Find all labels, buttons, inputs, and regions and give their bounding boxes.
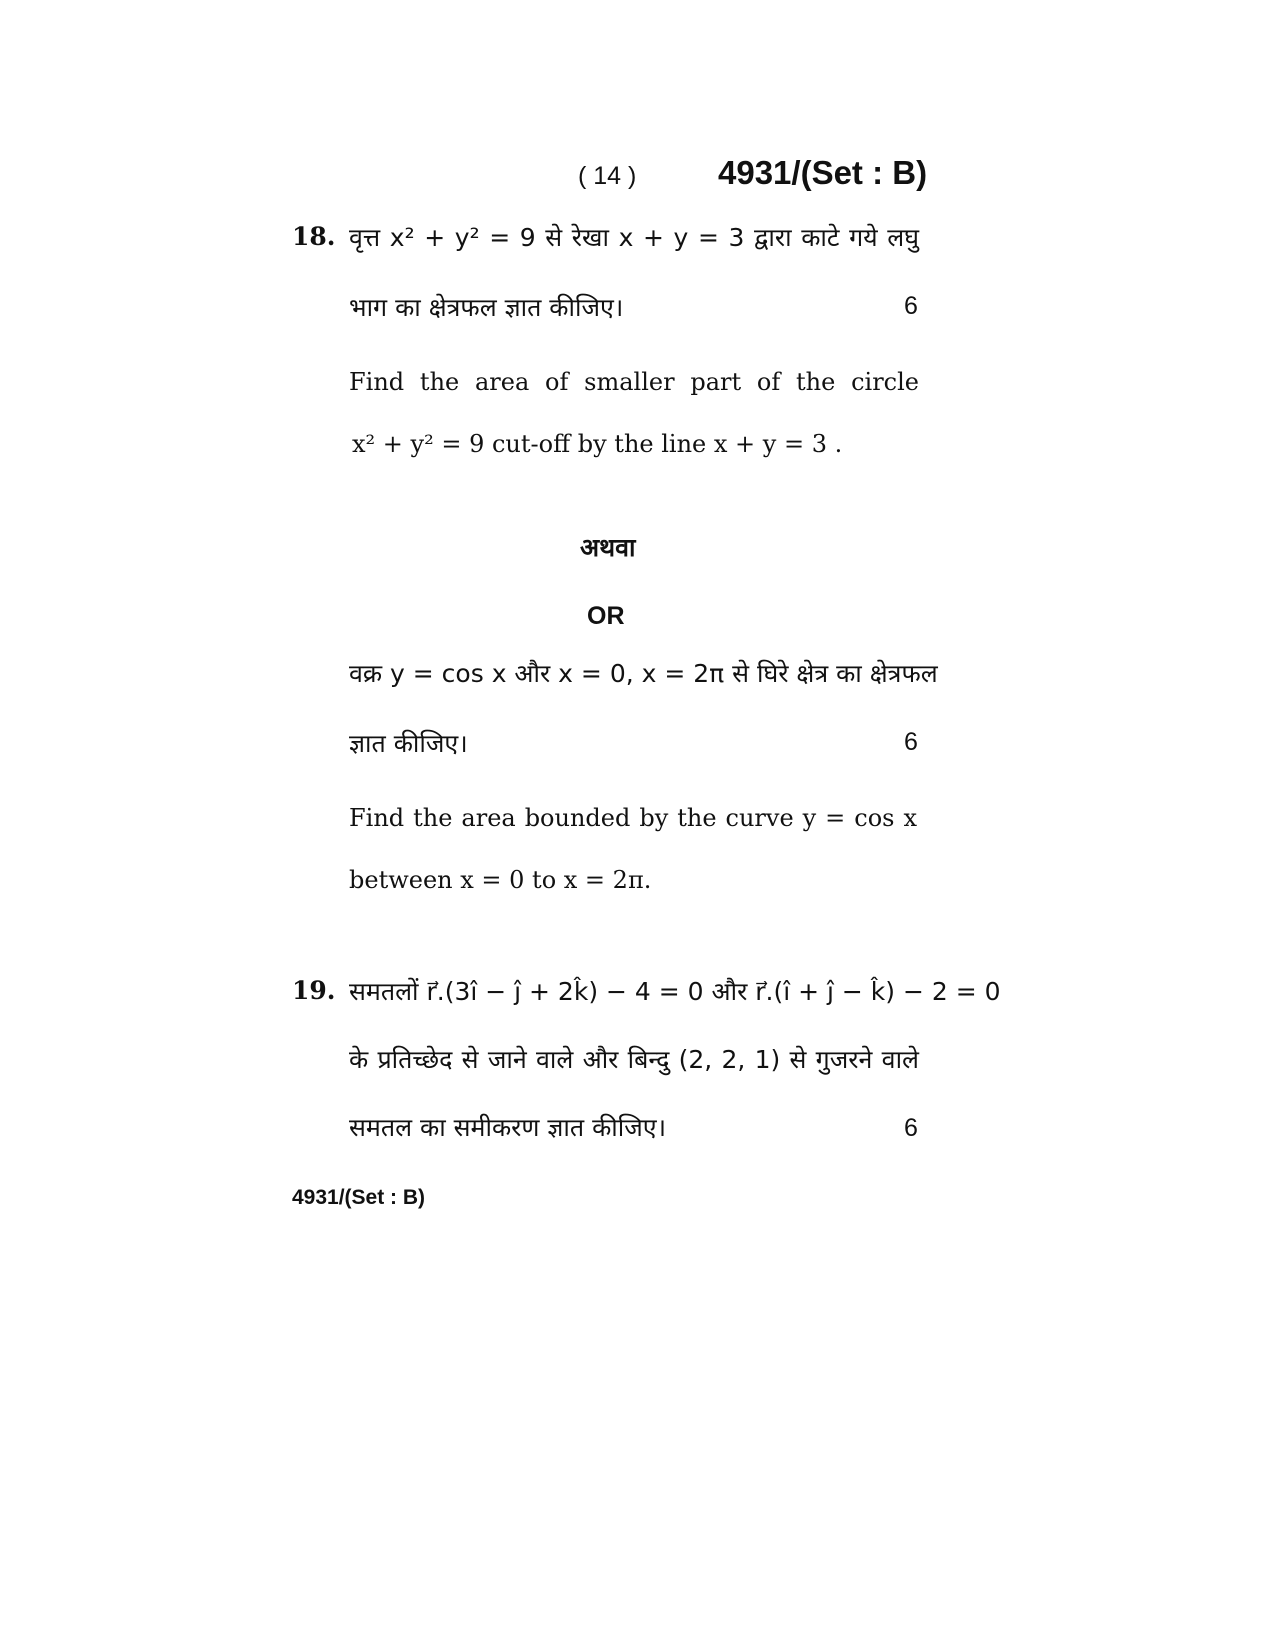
q18-alt-hindi-line-2: ज्ञात कीजिए। <box>349 729 468 758</box>
q18-alt-marks: 6 <box>904 728 918 756</box>
or-english: OR <box>587 602 625 630</box>
q18-alt-english-line-1: Find the area bounded by the curve y = cos x <box>349 804 917 832</box>
q19-hindi-line-2: के प्रतिच्छेद से जाने वाले और बिन्दु (2, 2, 1) से गुजरने वाले <box>349 1045 919 1074</box>
q19-hindi-line-1: समतलों r⃗.(3î − ĵ + 2k̂) − 4 = 0 और r⃗.(î + ĵ − k̂) − 2 = 0 <box>349 977 1001 1006</box>
question-number-18: 18. <box>292 222 336 251</box>
paper-code-footer: 4931/(Set : B) <box>292 1186 426 1209</box>
q19-marks: 6 <box>904 1114 918 1142</box>
or-hindi: अथवा <box>580 533 636 562</box>
paper-code-header: 4931/(Set : B) <box>718 154 928 191</box>
question-number-19: 19. <box>292 976 336 1005</box>
q19-hindi-line-3: समतल का समीकरण ज्ञात कीजिए। <box>349 1113 667 1142</box>
q18-hindi-line-2: भाग का क्षेत्रफल ज्ञात कीजिए। <box>349 293 624 322</box>
q18-marks: 6 <box>904 292 918 320</box>
q18-english-line-1: Find the area of smaller part of the circle <box>349 368 919 396</box>
q18-alt-hindi-line-1: वक्र y = cos x और x = 0, x = 2π से घिरे क्षेत्र का क्षेत्रफल <box>349 659 938 688</box>
q18-hindi-line-1: वृत्त x² + y² = 9 से रेखा x + y = 3 द्वारा काटे गये लघु <box>349 223 919 252</box>
q18-english-line-2: x² + y² = 9 cut-off by the line x + y = 3 . <box>352 430 843 458</box>
page-number: ( 14 ) <box>578 162 637 190</box>
q18-alt-english-line-2: between x = 0 to x = 2π. <box>349 866 652 894</box>
